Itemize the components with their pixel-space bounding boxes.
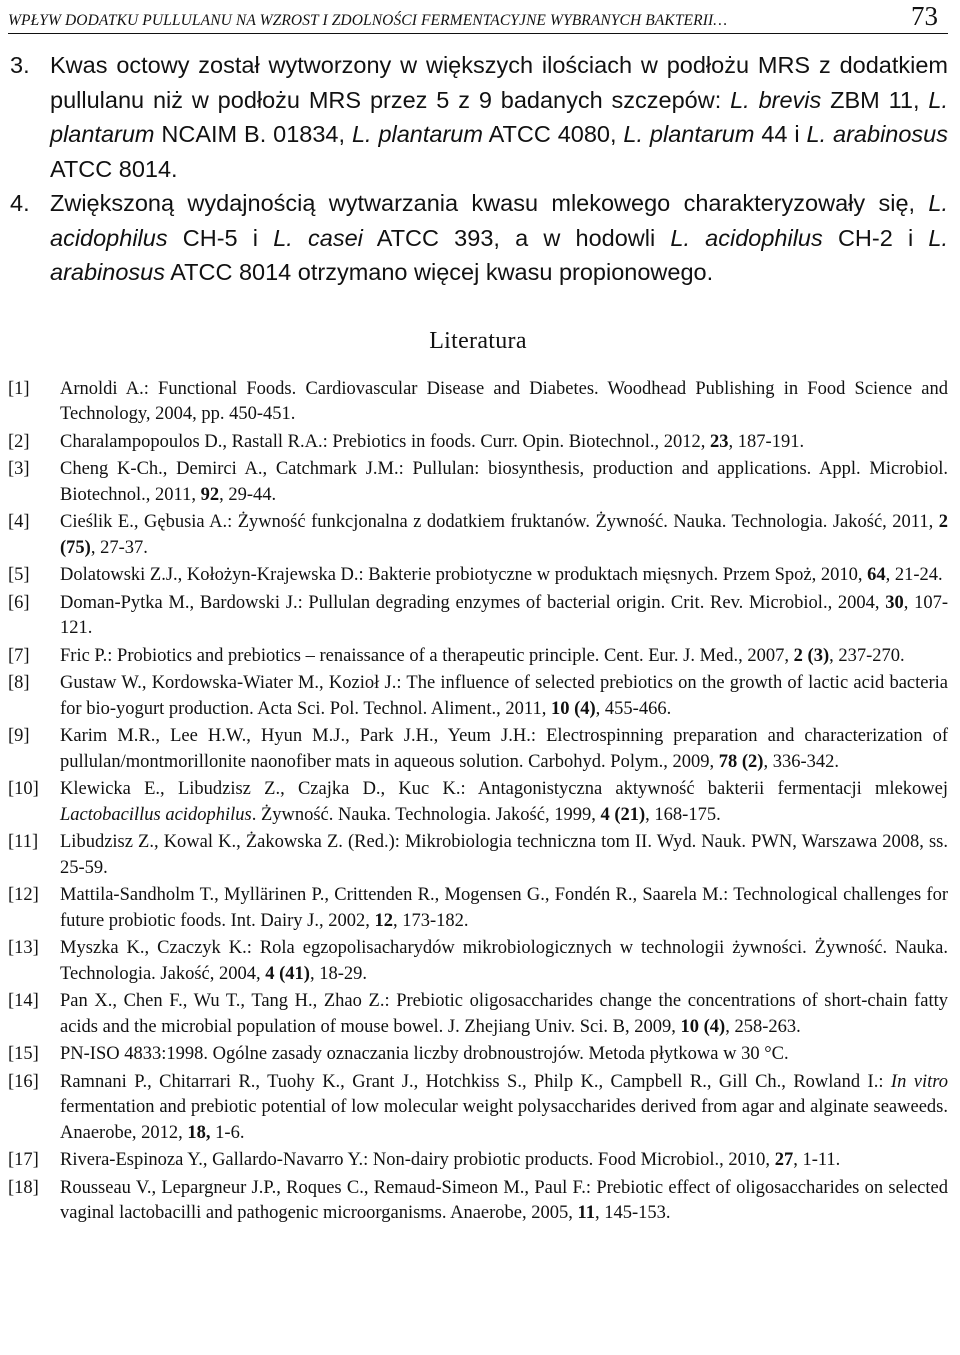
reference-number: [1] [8,378,30,399]
volume-number: 10 (4) [680,1016,726,1037]
volume-number: 12 [374,910,393,931]
text-run: PN-ISO 4833:1998. Ogólne zasady oznaczania liczby drobnoustrojów. Metoda płytkowa w 30 °C. [60,1044,789,1064]
reference-number: [7] [8,645,30,666]
reference-number: [9] [8,726,30,746]
reference-number: [11] [8,832,39,852]
reference-text [60,885,948,931]
text-run: , 18-29. [309,963,367,984]
text-run: , 27-37. [90,537,148,558]
text-run: , 258-263. [725,1016,801,1037]
text-run: CH-2 i [822,224,929,251]
italic-text: L. casei [273,224,363,251]
text-run: , 173-182. [392,910,469,931]
text-run: CH-5 i [167,224,274,251]
text-run: Cieślik E., Gębusia A.: Żywność funkcjonalna z dodatkiem fruktanów. Żywność. Nauka. Technologia. Jakość, 2011, [60,512,939,532]
reference-number: [4] [8,512,30,532]
reference-text [60,726,948,772]
reference-item [8,457,948,508]
text-run: , 29-44. [219,484,277,505]
reference-item [8,724,948,775]
italic-text: L. plantarum [623,121,755,147]
conclusion-item [8,186,948,290]
reference-text [60,432,804,452]
conclusion-text [50,52,948,182]
reference-number: [15] [8,1044,39,1064]
conclusion-item [8,48,948,186]
text-run: Rousseau V., Lepargneur J.P., Roques C., Remaud-Simeon M., Paul F.: Prebiotic effect of oligosaccharides on selected vaginal lactobacilli and pathogenic microorganisms. Anaerobe, 2005, [60,1177,948,1223]
text-run: , 237-270. [829,645,905,666]
reference-item [8,563,948,589]
reference-text [60,779,948,825]
text-run: Myszka K., Czaczyk K.: Rola egzopolisacharydów mikrobiologicznych w technologii żywności. Żywność. Nauka. Technologia. Jakość, 2004, [60,938,948,984]
reference-item [8,1042,948,1068]
text-run: Libudzisz Z., Kowal K., Żakowska Z. (Red.): Mikrobiologia techniczna tom II. Wyd. Nauk. PWN, Warszawa 2008, ss. 25-59. [60,832,948,878]
text-run: Kwas octowy został wytworzony w większych ilościach w podłożu MRS z dodatkiem pullulanu niż w podłożu MRS przez 5 z 9 badanych szczepów: [50,52,948,113]
reference-number: [16] [8,1071,39,1092]
text-run: Pan X., Chen F., Wu T., Tang H., Zhao Z.: Prebiotic oligosaccharides change the concentrations of short-chain fatty acids and the microbial population of mouse bowel. J. Zhejiang Univ. Sci. B, 2009, [60,991,948,1037]
reference-number: [18] [8,1177,39,1198]
reference-number: [8] [8,673,30,693]
volume-number: 23 [710,431,729,452]
volume-number: 30 [885,592,904,613]
text-run: Karim M.R., Lee H.W., Hyun M.J., Park J.H., Yeum J.H.: Electrospinning preparation and characterization of pullulan/montmorillonite naonofiber mats in aqueous solution. Carbohyd. Polym., 2009, [60,726,948,772]
text-run: , 145-153. [595,1203,671,1223]
reference-item [8,430,948,456]
conclusion-text [50,190,948,285]
text-run: NCAIM B. 01834, [154,121,352,147]
volume-number: 4 (41) [265,963,310,984]
text-run: , 1-11. [793,1150,841,1170]
text-run: . Żywność. Nauka. Technologia. Jakość, 1999, [251,804,601,825]
conclusions-list [8,48,948,290]
text-run: ATCC 393, a w hodowli [362,224,671,251]
reference-text [60,512,948,558]
page-number: 73 [911,1,938,31]
reference-number: [14] [8,991,39,1011]
reference-number: [13] [8,938,39,958]
volume-number: 27 [774,1150,794,1170]
italic-text: Lactobacillus acidophilus [60,804,252,825]
text-run: , 455-466. [595,698,672,719]
italic-text: L. acidophilus [50,190,948,251]
reference-number: [10] [8,779,39,799]
reference-number: [5] [8,565,30,585]
reference-item [8,671,948,722]
italic-text: L. brevis [730,86,822,113]
text-run: , 187-191. [728,431,805,452]
reference-item [8,377,948,428]
volume-number: 2 (3) [793,645,830,666]
reference-text [60,1178,948,1224]
reference-item [8,777,948,828]
text-run: , 21-24. [885,565,943,585]
text-run: Rivera-Espinoza Y., Gallardo-Navarro Y.: Non-dairy probiotic products. Food Microbiol., 2010, [60,1150,775,1170]
running-title: WPŁYW DODATKU PULLULANU NA WZROST I ZDOLNOŚCI FERMENTACYJNE WYBRANYCH BAKTERII… [8,12,728,29]
volume-number: 64 [867,565,886,585]
reference-text [60,832,948,878]
reference-item [8,936,948,987]
reference-number: [12] [8,885,39,905]
reference-text [60,646,905,666]
text-run: Doman-Pytka M., Bardowski J.: Pullulan degrading enzymes of bacterial origin. Crit. Rev. Microbiol., 2004, [60,592,886,613]
italic-text: L. plantarum [50,86,948,147]
reference-item [8,510,948,561]
reference-item [8,1148,948,1174]
reference-text [60,938,948,984]
reference-text [60,379,948,425]
text-run: 1-6. [210,1122,245,1143]
reference-item [8,830,948,881]
text-run: Ramnani P., Chitarrari R., Tuohy K., Grant J., Hotchkiss S., Philp K., Campbell R., Gill Ch., Rowland I.: [60,1071,891,1092]
reference-text [60,1150,840,1170]
text-run: Dolatowski Z.J., Kołożyn-Krajewska D.: Bakterie probiotyczne w produktach mięsnych. Przem Spoż, 2010, [60,565,868,585]
reference-item [8,1176,948,1227]
conclusion-number: 4. [10,190,30,216]
italic-text: L. plantarum [351,121,483,147]
text-run: , 107-121. [60,592,948,638]
volume-number: 18, [187,1122,211,1143]
volume-number: 2 (75) [60,512,948,558]
volume-number: 4 (21) [600,804,646,825]
volume-number: 11 [577,1203,595,1223]
italic-text: In vitro [890,1071,948,1092]
volume-number: 10 (4) [550,698,596,719]
text-run: , 336-342. [763,751,839,772]
reference-number: [2] [8,431,30,452]
reference-text [60,459,948,505]
reference-list [8,377,948,1227]
text-run: Gustaw W., Kordowska-Wiater M., Kozioł J.: The influence of selected prebiotics on the growth of lactic acid bacteria for bio-yogurt production. Acta Sci. Pol. Technol. Aliment., 2011, [60,673,948,719]
reference-number: [3] [8,459,30,479]
reference-item [8,644,948,670]
reference-text [60,1044,789,1064]
text-run: Charalampopoulos D., Rastall R.A.: Prebiotics in foods. Curr. Opin. Biotechnol., 2012, [60,431,711,452]
text-run: Fric P.: Probiotics and prebiotics – renaissance of a therapeutic principle. Cent. Eur. J. Med., 2007, [60,645,794,666]
reference-item [8,591,948,642]
reference-text [60,593,948,639]
text-run: Zwiększoną wydajnością wytwarzania kwasu mlekowego charakteryzowały się, [50,190,929,216]
text-run: Klewicka E., Libudzisz Z., Czajka D., Kuc K.: Antagonistyczna aktywność bakterii fermentacji mlekowej [60,779,948,799]
reference-text [60,673,948,719]
reference-text [60,1072,948,1143]
text-run: fermentation and prebiotic potential of low molecular weight polysaccharides derived from agar and alginate seaweeds. Anaerobe, 2012, [60,1097,948,1143]
text-run: Mattila-Sandholm T., Myllärinen P., Crittenden R., Mogensen G., Fondén R., Saarela M.: Technological challenges for future probiotic foods. Int. Dairy J., 2002, [60,885,948,931]
text-run: ATCC 8014. [50,155,178,182]
text-run: ATCC 8014 otrzymano więcej kwasu propionowego. [164,259,714,285]
text-run: ZBM 11, [821,86,929,113]
reference-item [8,883,948,934]
reference-item [8,989,948,1040]
running-header [8,0,948,34]
volume-number: 92 [200,484,220,505]
italic-text: L. acidophilus [670,224,823,251]
reference-text [60,991,948,1037]
reference-text [60,565,943,585]
literature-heading: Literatura [429,327,527,354]
text-run: Cheng K-Ch., Demirci A., Catchmark J.M.: Pullulan: biosynthesis, production and applications. Appl. Microbiol. Biotechnol., 2011, [60,459,948,505]
reference-number: [17] [8,1150,39,1170]
reference-number: [6] [8,592,30,613]
italic-text: L. arabinosus [50,224,948,285]
text-run: ATCC 4080, [482,121,624,147]
text-run: , 168-175. [645,804,721,825]
italic-text: L. arabinosus [806,121,949,147]
text-run: 44 i [754,121,807,147]
reference-item [8,1070,948,1147]
conclusion-number: 3. [10,52,30,78]
text-run: Arnoldi A.: Functional Foods. Cardiovascular Disease and Diabetes. Woodhead Publishing in Food Science and Technology, 2004, pp. 450-451. [60,378,948,424]
volume-number: 78 (2) [718,751,764,772]
